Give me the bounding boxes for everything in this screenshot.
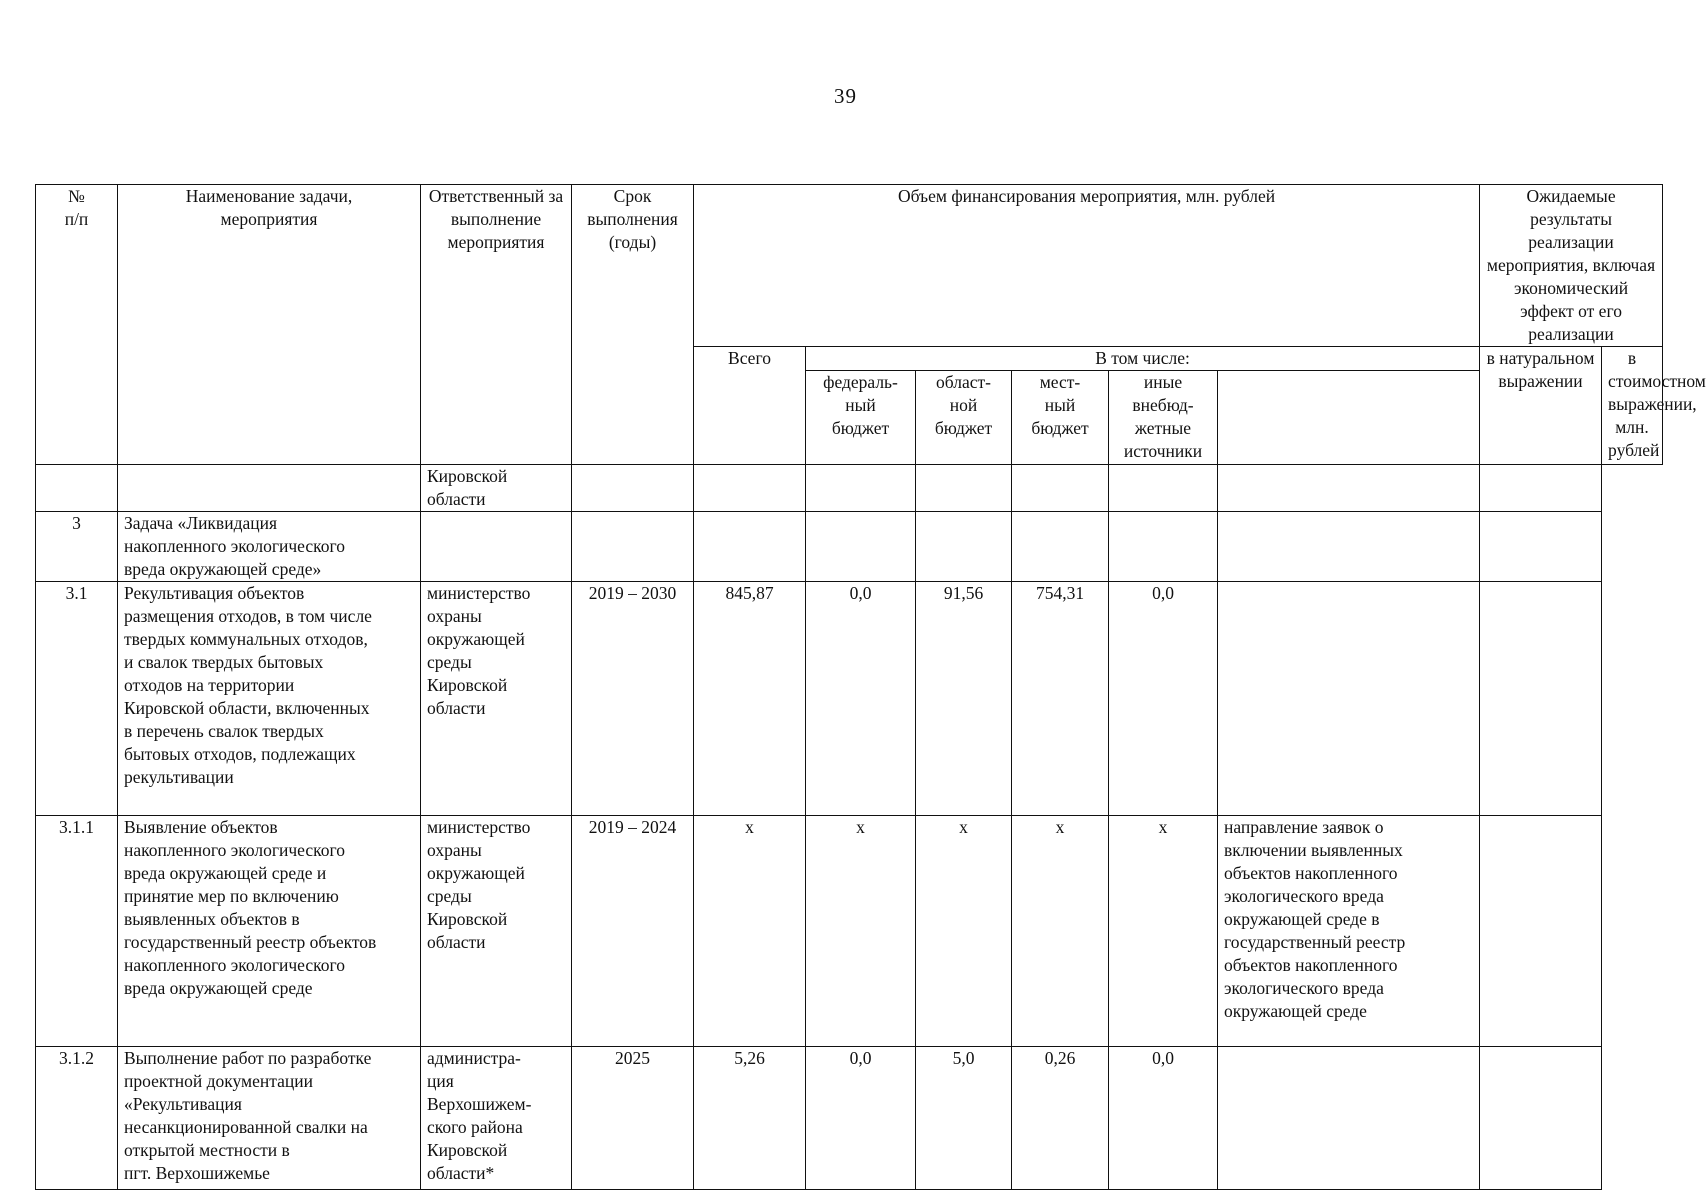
table-row [36, 512, 1663, 582]
row-term [572, 465, 694, 512]
row-responsible: министерство охраны окружающей среды Кировской области [421, 816, 572, 1047]
row-total [694, 465, 806, 512]
row-regional: 5,0 [916, 1047, 1012, 1190]
row-name: Выявление объектов накопленного экологического вреда окружающей среде и принятие мер по включению выявленных объектов в государственный реестр объектов накопленного экологического вреда окружающей среде [118, 816, 421, 1047]
header-local: мест- ный бюджет [1012, 371, 1109, 465]
row-other [1109, 465, 1218, 512]
header-name: Наименование задачи, мероприятия [118, 185, 421, 465]
row-num: 3.1.2 [36, 1047, 118, 1190]
row-federal: 0,0 [806, 1047, 916, 1190]
row-local: 754,31 [1012, 582, 1109, 816]
row-cost [1480, 512, 1602, 582]
row-regional: 91,56 [916, 582, 1012, 816]
table-row [36, 465, 1663, 512]
row-num: 3.1 [36, 582, 118, 816]
table-row [36, 816, 1663, 1047]
row-name: Выполнение работ по разработке проектной документации «Рекультивация несанкционированной свалки на открытой местности в пгт. Верхошижемье [118, 1047, 421, 1190]
row-natural: направление заявок о включении выявленных объектов накопленного экологического вреда окружающей среде в государственный реестр объектов накопленного экологического вреда окружающей среде [1218, 816, 1480, 1047]
header-cost: в стоимостном выражении, млн. рублей [1602, 347, 1663, 465]
row-local [1012, 512, 1109, 582]
row-total: x [694, 816, 806, 1047]
header-including: В том числе: [806, 347, 1480, 371]
row-name: Рекультивация объектов размещения отходов, в том числе твердых коммунальных отходов, и свалок твердых бытовых отходов на территории Кировской области, включенных в перечень свалок твердых бытовых отходов, подлежащих рекультивации [118, 582, 421, 816]
row-cost [1480, 582, 1602, 816]
row-natural [1218, 512, 1480, 582]
table-row [36, 582, 1663, 816]
row-natural [1218, 465, 1480, 512]
header-total: Всего [694, 347, 806, 465]
row-responsible: Кировской области [421, 465, 572, 512]
row-name [118, 465, 421, 512]
header-funding: Объем финансирования мероприятия, млн. рублей [694, 185, 1480, 347]
header-natural: в натуральном выражении [1480, 347, 1602, 465]
header-federal: федераль- ный бюджет [806, 371, 916, 465]
row-total: 845,87 [694, 582, 806, 816]
row-cost [1480, 816, 1602, 1047]
header-row-1 [36, 185, 1663, 347]
row-federal: x [806, 816, 916, 1047]
row-cost [1480, 465, 1602, 512]
table-row [36, 1047, 1663, 1190]
row-responsible [421, 512, 572, 582]
header-results: Ожидаемые результаты реализации мероприятия, включая экономический эффект от его реализации [1480, 185, 1663, 347]
header-term: Срок выполнения (годы) [572, 185, 694, 465]
activity-plan-table [35, 184, 1706, 1190]
header-num: № п/п [36, 185, 118, 465]
header-regional: област- ной бюджет [916, 371, 1012, 465]
row-term: 2019 – 2024 [572, 816, 694, 1047]
row-regional [916, 512, 1012, 582]
row-federal [806, 465, 916, 512]
row-num: 3 [36, 512, 118, 582]
header-responsible: Ответственный за выполнение мероприятия [421, 185, 572, 465]
row-total: 5,26 [694, 1047, 806, 1190]
row-other [1109, 512, 1218, 582]
row-term: 2019 – 2030 [572, 582, 694, 816]
row-local: 0,26 [1012, 1047, 1109, 1190]
row-local [1012, 465, 1109, 512]
row-num: 3.1.1 [36, 816, 118, 1047]
row-federal: 0,0 [806, 582, 916, 816]
header-other: иные внебюд- жетные источники [1109, 371, 1218, 465]
row-total [694, 512, 806, 582]
row-other: x [1109, 816, 1218, 1047]
row-term: 2025 [572, 1047, 694, 1190]
row-federal [806, 512, 916, 582]
row-responsible: министерство охраны окружающей среды Кировской области [421, 582, 572, 816]
row-responsible: администра- ция Верхошижем- ского района Кировской области* [421, 1047, 572, 1190]
row-natural [1218, 1047, 1480, 1190]
row-natural [1218, 582, 1480, 816]
row-cost [1480, 1047, 1602, 1190]
row-num [36, 465, 118, 512]
row-term [572, 512, 694, 582]
row-regional: x [916, 816, 1012, 1047]
page-number: 39 [834, 84, 857, 108]
row-name: Задача «Ликвидация накопленного экологического вреда окружающей среде» [118, 512, 421, 582]
row-other: 0,0 [1109, 1047, 1218, 1190]
row-local: x [1012, 816, 1109, 1047]
row-other: 0,0 [1109, 582, 1218, 816]
row-regional [916, 465, 1012, 512]
